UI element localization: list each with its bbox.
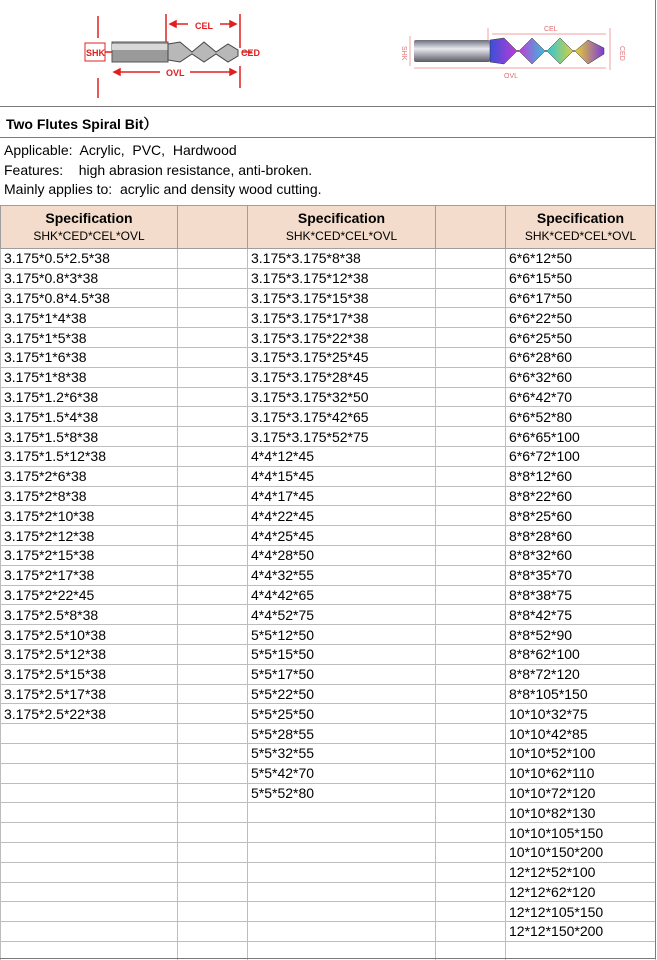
table-row bbox=[1, 328, 656, 348]
spec-cell: 12*12*62*120 bbox=[506, 882, 656, 902]
spec-cell: 6*6*65*100 bbox=[506, 427, 656, 447]
empty-cell bbox=[436, 347, 506, 367]
table-row bbox=[1, 407, 656, 427]
spec-cell: 5*5*28*55 bbox=[248, 724, 436, 744]
empty-cell bbox=[1, 823, 178, 843]
photo-ovl-label: OVL bbox=[504, 73, 519, 80]
header-blank-2 bbox=[436, 206, 506, 249]
empty-cell bbox=[436, 743, 506, 763]
spec-cell: 8*8*72*120 bbox=[506, 664, 656, 684]
table-row bbox=[1, 783, 656, 803]
empty-cell bbox=[178, 367, 248, 387]
spec-cell: 5*5*52*80 bbox=[248, 783, 436, 803]
spec-header-sub: SHK*CED*CEL*OVL bbox=[33, 229, 145, 243]
spec-cell: 5*5*17*50 bbox=[248, 664, 436, 684]
spec-cell: 6*6*12*50 bbox=[506, 249, 656, 269]
spec-cell: 5*5*25*50 bbox=[248, 704, 436, 724]
spec-cell: 3.175*1*6*38 bbox=[1, 347, 178, 367]
spec-cell: 3.175*1.5*8*38 bbox=[1, 427, 178, 447]
spec-cell: 8*8*52*90 bbox=[506, 625, 656, 645]
empty-cell bbox=[178, 803, 248, 823]
spec-cell: 3.175*0.5*2.5*38 bbox=[1, 249, 178, 269]
cel-label: CEL bbox=[195, 21, 213, 31]
empty-cell bbox=[436, 486, 506, 506]
empty-cell bbox=[178, 902, 248, 922]
table-body bbox=[1, 249, 656, 960]
empty-cell bbox=[178, 308, 248, 328]
empty-cell bbox=[436, 664, 506, 684]
spec-cell: 3.175*2.5*17*38 bbox=[1, 684, 178, 704]
empty-cell bbox=[436, 783, 506, 803]
empty-cell bbox=[436, 249, 506, 269]
empty-cell bbox=[1, 882, 178, 902]
spec-header-title: Specification bbox=[297, 210, 386, 226]
empty-cell bbox=[436, 407, 506, 427]
table-row bbox=[1, 565, 656, 585]
spec-cell: 3.175*2*12*38 bbox=[1, 526, 178, 546]
spec-cell: 12*12*105*150 bbox=[506, 902, 656, 922]
spec-cell: 8*8*25*60 bbox=[506, 506, 656, 526]
empty-cell bbox=[436, 526, 506, 546]
empty-cell bbox=[436, 605, 506, 625]
table-row bbox=[1, 288, 656, 308]
table-row bbox=[1, 823, 656, 843]
empty-cell bbox=[248, 823, 436, 843]
empty-cell bbox=[436, 823, 506, 843]
empty-cell bbox=[248, 842, 436, 862]
empty-cell bbox=[436, 704, 506, 724]
empty-cell bbox=[436, 922, 506, 942]
table-row bbox=[1, 545, 656, 565]
spec-cell: 10*10*42*85 bbox=[506, 724, 656, 744]
spec-cell: 6*6*25*50 bbox=[506, 328, 656, 348]
spec-cell: 8*8*32*60 bbox=[506, 545, 656, 565]
empty-cell bbox=[436, 803, 506, 823]
spec-cell: 10*10*72*120 bbox=[506, 783, 656, 803]
empty-cell bbox=[436, 941, 506, 960]
table-row bbox=[1, 427, 656, 447]
spec-cell: 3.175*2*8*38 bbox=[1, 486, 178, 506]
table-row bbox=[1, 466, 656, 486]
spec-cell: 5*5*22*50 bbox=[248, 684, 436, 704]
product-title: Two Flutes Spiral Bit） bbox=[6, 116, 158, 132]
empty-cell bbox=[436, 268, 506, 288]
spec-cell: 3.175*3.175*17*38 bbox=[248, 308, 436, 328]
empty-cell bbox=[1, 862, 178, 882]
spec-cell: 3.175*2.5*15*38 bbox=[1, 664, 178, 684]
table-row bbox=[1, 644, 656, 664]
spec-cell: 8*8*62*100 bbox=[506, 644, 656, 664]
spec-cell: 4*4*15*45 bbox=[248, 466, 436, 486]
spec-cell: 12*12*52*100 bbox=[506, 862, 656, 882]
empty-cell bbox=[178, 605, 248, 625]
table-row bbox=[1, 922, 656, 942]
table-row bbox=[1, 446, 656, 466]
spec-cell: 4*4*32*55 bbox=[248, 565, 436, 585]
empty-cell bbox=[436, 644, 506, 664]
table-row bbox=[1, 862, 656, 882]
applicable-line: Applicable: Acrylic, PVC, Hardwood bbox=[4, 142, 237, 158]
empty-cell bbox=[1, 902, 178, 922]
title-row bbox=[0, 106, 655, 138]
empty-cell bbox=[436, 565, 506, 585]
spec-cell: 3.175*2.5*8*38 bbox=[1, 605, 178, 625]
spec-cell: 4*4*28*50 bbox=[248, 545, 436, 565]
spec-cell: 10*10*32*75 bbox=[506, 704, 656, 724]
spec-cell: 10*10*52*100 bbox=[506, 743, 656, 763]
table-row bbox=[1, 249, 656, 269]
table-row bbox=[1, 347, 656, 367]
photo-ced-label: CED bbox=[618, 46, 625, 61]
spec-cell: 3.175*3.175*25*45 bbox=[248, 347, 436, 367]
empty-cell bbox=[436, 506, 506, 526]
table-row bbox=[1, 308, 656, 328]
table-row bbox=[1, 842, 656, 862]
empty-cell bbox=[436, 862, 506, 882]
spec-cell: 8*8*42*75 bbox=[506, 605, 656, 625]
table-row bbox=[1, 803, 656, 823]
table-row bbox=[1, 882, 656, 902]
empty-cell bbox=[436, 684, 506, 704]
empty-cell bbox=[178, 446, 248, 466]
spec-cell: 3.175*3.175*15*38 bbox=[248, 288, 436, 308]
empty-cell bbox=[178, 664, 248, 684]
spec-cell: 3.175*2*22*45 bbox=[1, 585, 178, 605]
spec-cell: 3.175*2*6*38 bbox=[1, 466, 178, 486]
empty-cell bbox=[436, 625, 506, 645]
empty-cell bbox=[178, 526, 248, 546]
empty-cell bbox=[178, 823, 248, 843]
empty-cell bbox=[178, 387, 248, 407]
empty-cell bbox=[1, 922, 178, 942]
spec-cell: 10*10*150*200 bbox=[506, 842, 656, 862]
spec-cell: 3.175*0.8*3*38 bbox=[1, 268, 178, 288]
empty-cell bbox=[178, 625, 248, 645]
table-row bbox=[1, 268, 656, 288]
table-row bbox=[1, 506, 656, 526]
empty-cell bbox=[436, 763, 506, 783]
spec-cell: 4*4*17*45 bbox=[248, 486, 436, 506]
spec-cell: 3.175*1.2*6*38 bbox=[1, 387, 178, 407]
spec-cell: 3.175*1*5*38 bbox=[1, 328, 178, 348]
empty-cell bbox=[178, 486, 248, 506]
empty-cell bbox=[436, 724, 506, 744]
spec-header-3 bbox=[506, 206, 656, 249]
empty-cell bbox=[178, 347, 248, 367]
empty-cell bbox=[178, 724, 248, 744]
empty-cell bbox=[436, 387, 506, 407]
spec-cell: 8*8*38*75 bbox=[506, 585, 656, 605]
specification-table bbox=[0, 205, 656, 960]
empty-cell bbox=[1, 803, 178, 823]
table-row bbox=[1, 941, 656, 960]
spec-cell: 12*12*150*200 bbox=[506, 922, 656, 942]
table-row bbox=[1, 664, 656, 684]
table-row bbox=[1, 486, 656, 506]
empty-cell bbox=[248, 882, 436, 902]
empty-cell bbox=[178, 407, 248, 427]
spec-cell: 6*6*42*70 bbox=[506, 387, 656, 407]
empty-cell bbox=[436, 545, 506, 565]
spec-cell: 6*6*72*100 bbox=[506, 446, 656, 466]
spec-cell: 3.175*1*4*38 bbox=[1, 308, 178, 328]
spec-cell: 4*4*42*65 bbox=[248, 585, 436, 605]
empty-cell bbox=[178, 506, 248, 526]
spec-cell: 5*5*32*55 bbox=[248, 743, 436, 763]
empty-cell bbox=[178, 862, 248, 882]
empty-cell bbox=[178, 288, 248, 308]
table-row bbox=[1, 605, 656, 625]
photo-cel-label: CEL bbox=[544, 26, 558, 33]
spec-cell: 8*8*22*60 bbox=[506, 486, 656, 506]
spec-cell: 6*6*17*50 bbox=[506, 288, 656, 308]
spec-cell: 3.175*1.5*12*38 bbox=[1, 446, 178, 466]
empty-cell bbox=[178, 842, 248, 862]
empty-cell bbox=[436, 288, 506, 308]
empty-cell bbox=[178, 328, 248, 348]
photo-shk-label: SHK bbox=[400, 46, 407, 61]
empty-cell bbox=[178, 545, 248, 565]
empty-cell bbox=[436, 367, 506, 387]
spec-cell: 3.175*2.5*10*38 bbox=[1, 625, 178, 645]
empty-cell bbox=[178, 684, 248, 704]
empty-cell bbox=[178, 249, 248, 269]
empty-cell bbox=[248, 803, 436, 823]
table-row bbox=[1, 724, 656, 744]
spec-cell: 10*10*62*110 bbox=[506, 763, 656, 783]
table-row bbox=[1, 743, 656, 763]
spec-cell: 3.175*2*10*38 bbox=[1, 506, 178, 526]
bit-dimension-drawing bbox=[80, 8, 260, 104]
spec-cell: 6*6*32*60 bbox=[506, 367, 656, 387]
empty-cell bbox=[248, 902, 436, 922]
spec-cell: 3.175*0.8*4.5*38 bbox=[1, 288, 178, 308]
ced-label: CED bbox=[241, 48, 260, 58]
table-row bbox=[1, 684, 656, 704]
empty-cell bbox=[436, 585, 506, 605]
table-row bbox=[1, 526, 656, 546]
spec-header-sub: SHK*CED*CEL*OVL bbox=[285, 229, 398, 243]
table-row bbox=[1, 367, 656, 387]
spec-cell: 3.175*3.175*32*50 bbox=[248, 387, 436, 407]
table-row bbox=[1, 704, 656, 724]
empty-cell bbox=[436, 842, 506, 862]
spec-cell: 3.175*2.5*22*38 bbox=[1, 704, 178, 724]
empty-cell bbox=[178, 941, 248, 960]
spec-header-2 bbox=[248, 206, 436, 249]
spec-cell: 3.175*3.175*42*65 bbox=[248, 407, 436, 427]
spec-header-title: Specification bbox=[45, 210, 133, 226]
empty-cell bbox=[436, 427, 506, 447]
spec-cell: 6*6*15*50 bbox=[506, 268, 656, 288]
empty-cell bbox=[178, 704, 248, 724]
empty-cell bbox=[178, 565, 248, 585]
empty-cell bbox=[1, 743, 178, 763]
empty-cell bbox=[436, 446, 506, 466]
spec-header-1 bbox=[1, 206, 178, 249]
ovl-label: OVL bbox=[166, 68, 185, 78]
empty-cell bbox=[1, 763, 178, 783]
table-row bbox=[1, 585, 656, 605]
empty-cell bbox=[178, 644, 248, 664]
empty-cell bbox=[436, 902, 506, 922]
empty-cell bbox=[178, 743, 248, 763]
mainly-applies-line: Mainly applies to: acrylic and density wood cutting. bbox=[4, 181, 322, 197]
empty-cell bbox=[1, 941, 178, 960]
spec-cell: 3.175*1*8*38 bbox=[1, 367, 178, 387]
table-row bbox=[1, 902, 656, 922]
empty-cell bbox=[248, 922, 436, 942]
empty-cell bbox=[178, 882, 248, 902]
spec-cell: 4*4*52*75 bbox=[248, 605, 436, 625]
spec-cell: 3.175*2*17*38 bbox=[1, 565, 178, 585]
spec-cell: 3.175*1.5*4*38 bbox=[1, 407, 178, 427]
empty-cell bbox=[436, 882, 506, 902]
empty-cell bbox=[436, 308, 506, 328]
empty-cell bbox=[1, 724, 178, 744]
empty-cell bbox=[178, 763, 248, 783]
empty-cell bbox=[248, 941, 436, 960]
spec-cell: 10*10*82*130 bbox=[506, 803, 656, 823]
empty-cell bbox=[178, 783, 248, 803]
spec-cell: 3.175*3.175*52*75 bbox=[248, 427, 436, 447]
bit-product-photo bbox=[396, 18, 632, 84]
spec-header-sub: SHK*CED*CEL*OVL bbox=[524, 229, 637, 243]
spec-cell: 3.175*3.175*28*45 bbox=[248, 367, 436, 387]
spec-cell: 6*6*22*50 bbox=[506, 308, 656, 328]
table-row bbox=[1, 387, 656, 407]
spec-cell: 3.175*3.175*12*38 bbox=[248, 268, 436, 288]
empty-cell bbox=[436, 466, 506, 486]
empty-cell bbox=[178, 427, 248, 447]
table-row bbox=[1, 763, 656, 783]
empty-cell bbox=[1, 842, 178, 862]
spec-cell: 5*5*15*50 bbox=[248, 644, 436, 664]
spec-cell: 6*6*52*80 bbox=[506, 407, 656, 427]
empty-cell bbox=[178, 922, 248, 942]
spec-cell: 8*8*28*60 bbox=[506, 526, 656, 546]
spec-cell: 5*5*42*70 bbox=[248, 763, 436, 783]
spec-cell: 3.175*2.5*12*38 bbox=[1, 644, 178, 664]
empty-cell bbox=[178, 585, 248, 605]
table-header-row bbox=[1, 206, 656, 249]
spec-cell: 4*4*12*45 bbox=[248, 446, 436, 466]
spec-cell: 6*6*28*60 bbox=[506, 347, 656, 367]
spec-cell: 3.175*3.175*22*38 bbox=[248, 328, 436, 348]
table-row bbox=[1, 625, 656, 645]
spec-cell: 5*5*12*50 bbox=[248, 625, 436, 645]
empty-cell bbox=[436, 328, 506, 348]
shk-label: SHK bbox=[86, 48, 106, 58]
spec-cell: 10*10*105*150 bbox=[506, 823, 656, 843]
spec-cell: 8*8*35*70 bbox=[506, 565, 656, 585]
spec-cell: 4*4*25*45 bbox=[248, 526, 436, 546]
spec-cell: 3.175*3.175*8*38 bbox=[248, 249, 436, 269]
empty-cell bbox=[248, 862, 436, 882]
spec-cell: 3.175*2*15*38 bbox=[1, 545, 178, 565]
empty-cell bbox=[178, 268, 248, 288]
empty-cell bbox=[178, 466, 248, 486]
spec-cell: 8*8*12*60 bbox=[506, 466, 656, 486]
product-info bbox=[4, 141, 322, 200]
header-blank-1 bbox=[178, 206, 248, 249]
features-line: Features: high abrasion resistance, anti-broken. bbox=[4, 161, 313, 178]
spec-cell: 8*8*105*150 bbox=[506, 684, 656, 704]
empty-cell bbox=[506, 941, 656, 960]
spec-header-title: Specification bbox=[536, 210, 625, 226]
spec-cell: 4*4*22*45 bbox=[248, 506, 436, 526]
empty-cell bbox=[1, 783, 178, 803]
